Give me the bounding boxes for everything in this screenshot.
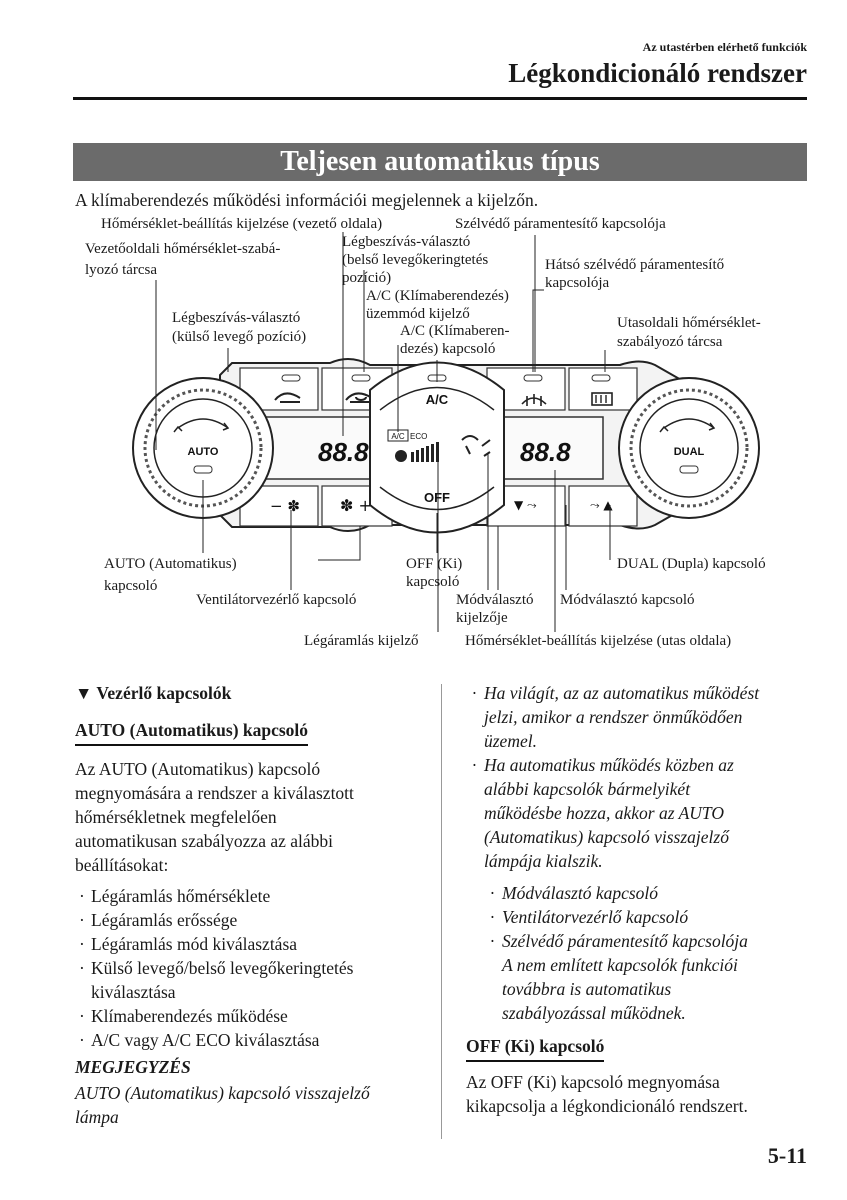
list-item: · Légáramlás mód kiválasztása	[91, 932, 353, 956]
label-temp-disp-driver: Hőmérséklet-beállítás kijelzése (vezető oldala)	[101, 216, 383, 232]
label-intake-recirc: Légbeszívás-választó	[342, 234, 471, 250]
label-auto-switch: AUTO (Automatikus)	[104, 556, 237, 572]
fan-down-icon: − ✽	[270, 497, 300, 515]
note-bullets: · Ha világít, az az automatikus működést jelzi, amikor a rendszer önműködően üzemel. · Ha automatikus működés közben az alábbi kapcsolók bármelyikét működésbe hozza, akkor az AUTO (Automatikus) kapcsoló visszajelző lámpája kialszik.	[484, 681, 759, 873]
label-pass-dial: Utasoldali hőmérséklet-	[617, 315, 761, 331]
eco-indicator: ECO	[410, 432, 428, 441]
label-driver-dial: Vezetőoldali hőmérséklet-szabá-	[85, 241, 281, 257]
label-fan-switch: Ventilátorvezérlő kapcsoló	[196, 592, 357, 608]
list-item: · Klímaberendezés működése	[91, 1004, 353, 1028]
list-item: · Külső levegő/belső levegőkeringtetés	[91, 956, 353, 980]
list-item: · Ventilátorvezérlő kapcsoló	[502, 905, 748, 929]
label-ac-switch: A/C (Klímaberen-	[400, 323, 510, 339]
btn-rear-defrost	[569, 368, 637, 410]
svg-text:üzemmód kijelző: üzemmód kijelző	[366, 306, 470, 322]
ac-button-label: A/C	[425, 392, 449, 407]
controls-heading: ▼ Vezérlő kapcsolók	[75, 683, 232, 703]
passenger-temp-dial	[619, 378, 759, 518]
svg-text:(belső levegőkeringtetés: (belső levegőkeringtetés	[342, 252, 489, 268]
label-dual-switch: DUAL (Dupla) kapcsoló	[617, 556, 766, 572]
section-header: Az utastérben elérhető funkciók	[642, 40, 807, 54]
svg-text:pozíció): pozíció)	[342, 270, 392, 286]
fan-up-icon: ✽ +	[340, 496, 372, 515]
ac-mode-indicator: A/C	[391, 432, 405, 441]
fan-icon	[395, 450, 407, 462]
list-item: · Légáramlás hőmérséklete	[91, 884, 353, 908]
off-description: Az OFF (Ki) kapcsoló megnyomása kikapcsolja a légkondicionáló rendszert.	[466, 1072, 748, 1116]
svg-text:lyozó tárcsa: lyozó tárcsa	[85, 262, 158, 278]
auto-switch-heading: AUTO (Automatikus) kapcsoló	[75, 720, 308, 746]
note-text: AUTO (Automatikus) kapcsoló visszajelző lámpa	[75, 1083, 370, 1127]
off-button-label: OFF	[424, 490, 450, 505]
auto-button-label: AUTO	[187, 446, 219, 458]
mode-up-icon: ⤳ ▲	[590, 498, 613, 512]
list-item: · Módválasztó kapcsoló	[502, 881, 748, 905]
note-heading: MEGJEGYZÉS	[75, 1057, 191, 1077]
page-number: 5-11	[767, 1143, 807, 1168]
label-rear-defrost: Hátsó szélvédő páramentesítő	[545, 257, 725, 273]
mode-down-icon: ▼ ⤳	[514, 498, 537, 512]
page-title: Légkondicionáló rendszer	[508, 58, 807, 88]
list-item: · Légáramlás erőssége	[91, 908, 353, 932]
label-temp-disp-pass: Hőmérséklet-beállítás kijelzése (utas oldala)	[465, 633, 732, 649]
svg-text:szabályozó tárcsa: szabályozó tárcsa	[617, 334, 723, 350]
list-item: · A/C vagy A/C ECO kiválasztása	[91, 1028, 353, 1052]
list-item: · Szélvédő páramentesítő kapcsolója	[502, 929, 748, 953]
column-divider	[441, 684, 442, 1139]
dual-button-label: DUAL	[673, 446, 705, 458]
section-banner: Teljesen automatikus típus	[73, 143, 807, 181]
driver-temp-display: 88.8	[318, 437, 369, 467]
svg-text:kapcsoló: kapcsoló	[406, 574, 460, 590]
passenger-temp-display: 88.8	[520, 437, 571, 467]
auto-description: Az AUTO (Automatikus) kapcsoló megnyomására a rendszer a kiválasztott hőmérsékletnek megfelelően automatikusan szabályozza az alábbi beállításokat:	[75, 759, 354, 875]
label-off-switch: OFF (Ki)	[406, 556, 463, 572]
label-ac-mode: A/C (Klímaberendezés)	[366, 288, 509, 304]
svg-text:(külső levegő pozíció): (külső levegő pozíció)	[172, 329, 307, 345]
note-sub-list: · Módválasztó kapcsoló · Ventilátorvezérlő kapcsoló · Szélvédő páramentesítő kapcsolója A nem említett kapcsolók funkciói továbbra is automatikus szabályozással működnek.	[502, 881, 748, 1025]
svg-text:kijelzője: kijelzője	[456, 610, 508, 626]
label-intake-outside: Légbeszívás-választó	[172, 310, 301, 326]
list-item-cont: kiválasztása	[91, 982, 176, 1002]
off-switch-heading: OFF (Ki) kapcsoló	[466, 1036, 604, 1062]
svg-text:kapcsoló: kapcsoló	[104, 578, 158, 594]
intro-text: A klímaberendezés működési információi megjelennek a kijelzőn.	[75, 190, 539, 210]
auto-settings-list	[91, 884, 353, 1052]
label-mode-display: Módválasztó	[456, 592, 534, 608]
label-mode-switch: Módválasztó kapcsoló	[560, 592, 695, 608]
svg-text:dezés) kapcsoló: dezés) kapcsoló	[400, 341, 496, 357]
label-airflow-display: Légáramlás kijelző	[304, 633, 419, 649]
svg-text:kapcsolója: kapcsolója	[545, 275, 610, 291]
label-defrost-front: Szélvédő páramentesítő kapcsolója	[455, 216, 666, 232]
